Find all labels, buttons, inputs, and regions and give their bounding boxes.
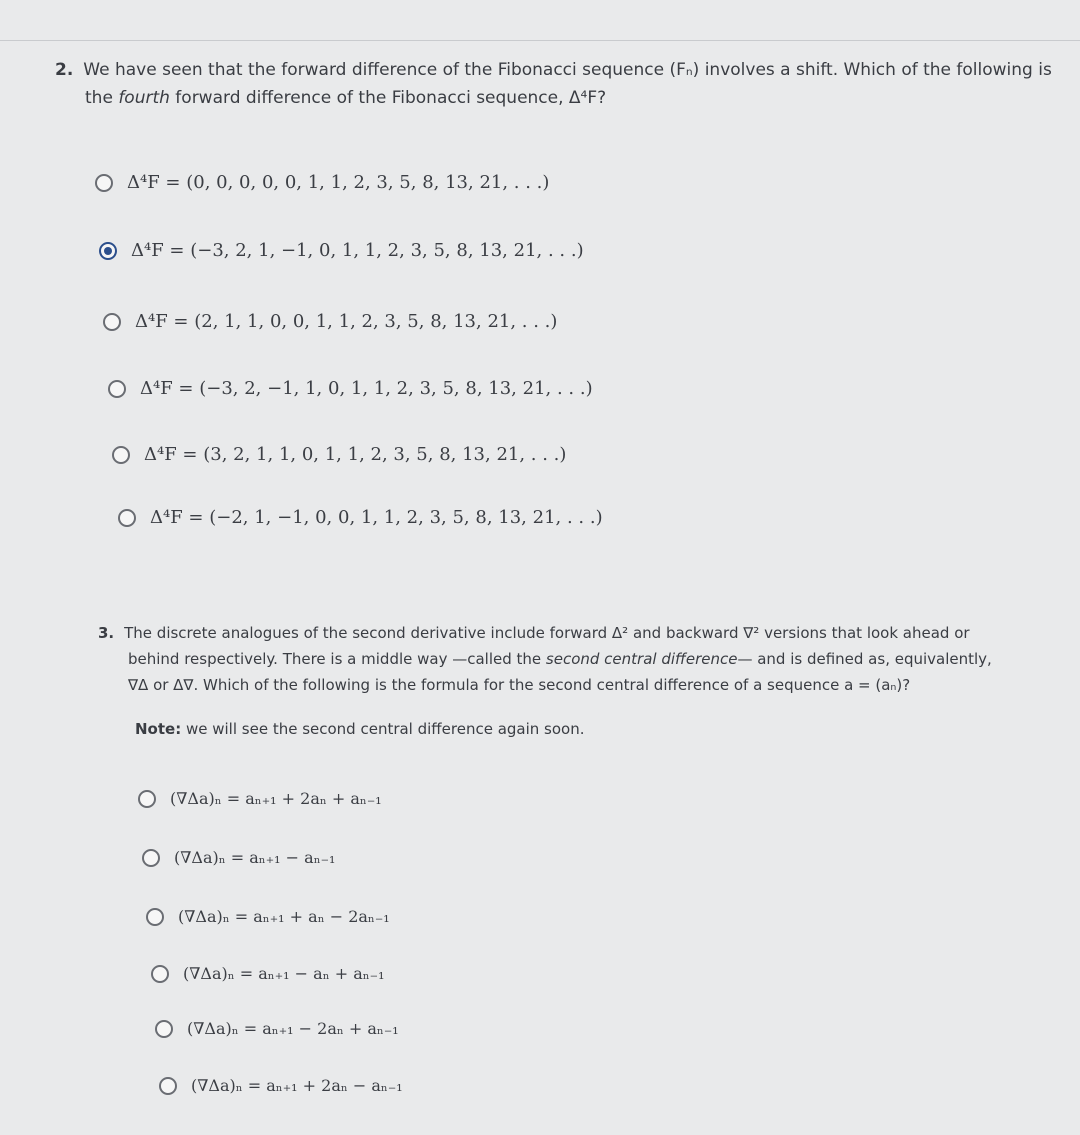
q3-option-1[interactable] [138, 789, 382, 808]
q2-option-3[interactable] [103, 311, 557, 332]
q3-option-4[interactable] [151, 964, 385, 983]
note-label: Note: [135, 720, 182, 738]
option-label: Δ⁴F = (3, 2, 1, 1, 0, 1, 1, 2, 3, 5, 8, 13, 21, . . .) [144, 444, 567, 465]
note-text: we will see the second central difference again soon. [181, 720, 585, 738]
q2-option-5[interactable] [112, 444, 566, 465]
question-number: 2. [55, 60, 74, 80]
divider [0, 40, 1080, 41]
option-label: Δ⁴F = (−3, 2, 1, −1, 0, 1, 1, 2, 3, 5, 8, 13, 21, . . .) [131, 240, 584, 261]
prompt-emphasis: second central difference [545, 650, 738, 668]
option-label: (∇Δa)ₙ = aₙ₊₁ + 2aₙ − aₙ₋₁ [191, 1076, 403, 1095]
q2-option-1[interactable] [95, 172, 549, 193]
radio-button-selected[interactable] [99, 242, 117, 260]
option-label: (∇Δa)ₙ = aₙ₊₁ − aₙ₋₁ [174, 848, 336, 867]
prompt-line: forward difference of the Fibonacci sequence, Δ⁴F? [169, 88, 607, 108]
prompt-line: ∇Δ or Δ∇. Which of the following is the formula for the second central difference of a sequence a = (aₙ)? [128, 676, 911, 694]
q2-option-6[interactable] [118, 507, 603, 528]
radio-button[interactable] [142, 849, 160, 867]
prompt-line: — and is defined as, equivalently, [737, 650, 992, 668]
q2-option-4[interactable] [108, 378, 593, 399]
question-2-prompt [55, 56, 1065, 112]
q3-option-2[interactable] [142, 848, 335, 867]
q2-option-2[interactable] [99, 240, 584, 261]
radio-button[interactable] [103, 313, 121, 331]
radio-button[interactable] [138, 790, 156, 808]
option-label: (∇Δa)ₙ = aₙ₊₁ − 2aₙ + aₙ₋₁ [187, 1019, 399, 1038]
option-label: Δ⁴F = (0, 0, 0, 0, 0, 1, 1, 2, 3, 5, 8, 13, 21, . . .) [127, 172, 550, 193]
note [135, 720, 584, 738]
prompt-line: The discrete analogues of the second derivative include forward Δ² and backward ∇² versions that look ahead or [124, 624, 970, 642]
radio-button[interactable] [118, 509, 136, 527]
question-3-prompt [98, 620, 1058, 698]
q3-option-6[interactable] [159, 1076, 403, 1095]
prompt-line: We have seen that the forward difference of the Fibonacci sequence (Fₙ) involves a shift. Which of the following is [83, 60, 1052, 80]
radio-button[interactable] [112, 446, 130, 464]
radio-button[interactable] [146, 908, 164, 926]
prompt-emphasis: fourth [118, 88, 170, 108]
radio-button[interactable] [108, 380, 126, 398]
option-label: Δ⁴F = (2, 1, 1, 0, 0, 1, 1, 2, 3, 5, 8, 13, 21, . . .) [135, 311, 558, 332]
radio-button[interactable] [159, 1077, 177, 1095]
radio-button[interactable] [151, 965, 169, 983]
option-label: (∇Δa)ₙ = aₙ₊₁ + 2aₙ + aₙ₋₁ [170, 789, 382, 808]
q3-option-5[interactable] [155, 1019, 399, 1038]
q3-option-3[interactable] [146, 907, 390, 926]
question-number: 3. [98, 624, 115, 642]
prompt-line: the [85, 88, 119, 108]
option-label: Δ⁴F = (−2, 1, −1, 0, 0, 1, 1, 2, 3, 5, 8, 13, 21, . . .) [150, 507, 603, 528]
option-label: (∇Δa)ₙ = aₙ₊₁ − aₙ + aₙ₋₁ [183, 964, 385, 983]
radio-button[interactable] [155, 1020, 173, 1038]
option-label: Δ⁴F = (−3, 2, −1, 1, 0, 1, 1, 2, 3, 5, 8, 13, 21, . . .) [140, 378, 593, 399]
radio-button[interactable] [95, 174, 113, 192]
option-label: (∇Δa)ₙ = aₙ₊₁ + aₙ − 2aₙ₋₁ [178, 907, 390, 926]
prompt-line: behind respectively. There is a middle way —called the [128, 650, 546, 668]
